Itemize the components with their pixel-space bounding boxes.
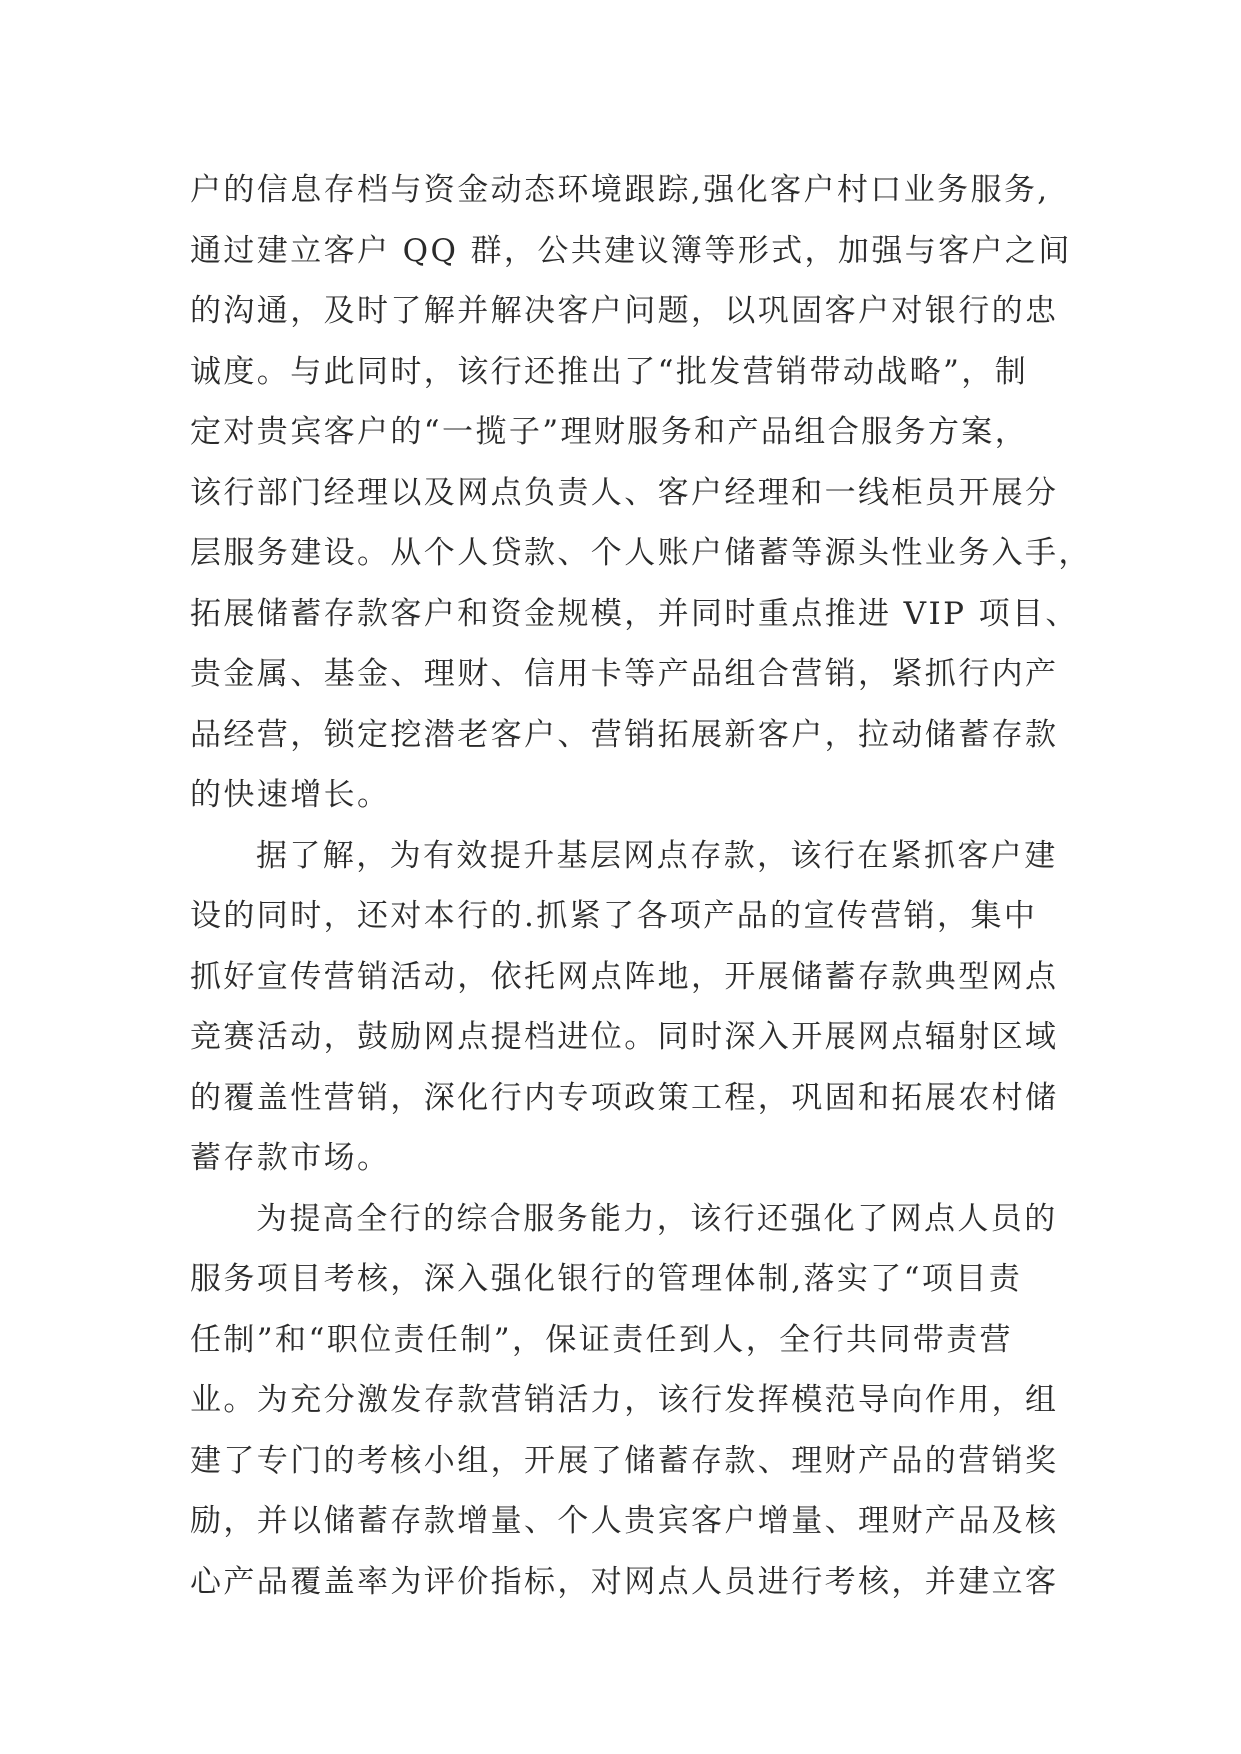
- text-line: 的快速增长。: [190, 777, 391, 813]
- text-line: 的覆盖性营销，深化行内专项政策工程，巩固和拓展农村储: [190, 1079, 1059, 1116]
- text-line: 竞赛活动，鼓励网点提档进位。同时深入开展网点辐射区域: [190, 1019, 1059, 1055]
- body-text: [190, 160, 1090, 1612]
- text-line: 为提高全行的综合服务能力，该行还强化了网点人员的: [256, 1200, 1058, 1237]
- text-line: 心产品覆盖率为评价指标，对网点人员进行考核，并建立客: [190, 1563, 1059, 1600]
- text-line: 拓展储蓄存款客户和资金规模，并同时重点推进 VIP 项目、: [190, 595, 1079, 632]
- text-line: 户的信息存档与资金动态环境跟踪,强化客户村口业务服务,: [190, 172, 1050, 208]
- text-line: 励，并以储蓄存款增量、个人贵宾客户增量、理财产品及核: [190, 1503, 1059, 1539]
- paragraph-branch-deposits: [190, 826, 1090, 1189]
- text-line: 建了专门的考核小组，开展了储蓄存款、理财产品的营销奖: [190, 1442, 1059, 1479]
- text-line: 任制”和“职位责任制”，保证责任到人，全行共同带责营: [190, 1321, 1013, 1358]
- text-line: 业。为充分激发存款营销活力，该行发挥模范导向作用，组: [190, 1382, 1059, 1418]
- paragraph-customer-service: [190, 160, 1090, 826]
- text-line: 蓄存款市场。: [190, 1140, 391, 1176]
- text-line: 的沟通，及时了解并解决客户问题，以巩固客户对银行的忠: [190, 293, 1059, 329]
- text-line: 定对贵宾客户的“一揽子”理财服务和产品组合服务方案，: [190, 414, 1029, 450]
- text-line: 据了解，为有效提升基层网点存款，该行在紧抓客户建: [256, 837, 1058, 874]
- text-line: 抓好宣传营销活动，依托网点阵地，开展储蓄存款典型网点: [190, 958, 1059, 995]
- text-line: 诚度。与此同时，该行还推出了“批发营销带动战略”，制: [190, 353, 1029, 390]
- paragraph-assessment: [190, 1189, 1090, 1613]
- text-line: 品经营，锁定挖潜老客户、营销拓展新客户，拉动储蓄存款: [190, 716, 1059, 753]
- text-line: 该行部门经理以及网点负责人、客户经理和一线柜员开展分: [190, 474, 1059, 511]
- text-line: 设的同时，还对本行的.抓紧了各项产品的宣传营销，集中: [190, 898, 1038, 934]
- text-line: 层服务建设。从个人贷款、个人账户储蓄等源头性业务入手，: [190, 535, 1092, 571]
- text-line: 服务项目考核，深入强化银行的管理体制,落实了“项目责: [190, 1261, 1023, 1297]
- text-line: 通过建立客户 QQ 群，公共建议簿等形式，加强与客户之间: [190, 232, 1072, 269]
- text-line: 贵金属、基金、理财、信用卡等产品组合营销，紧抓行内产: [190, 656, 1059, 692]
